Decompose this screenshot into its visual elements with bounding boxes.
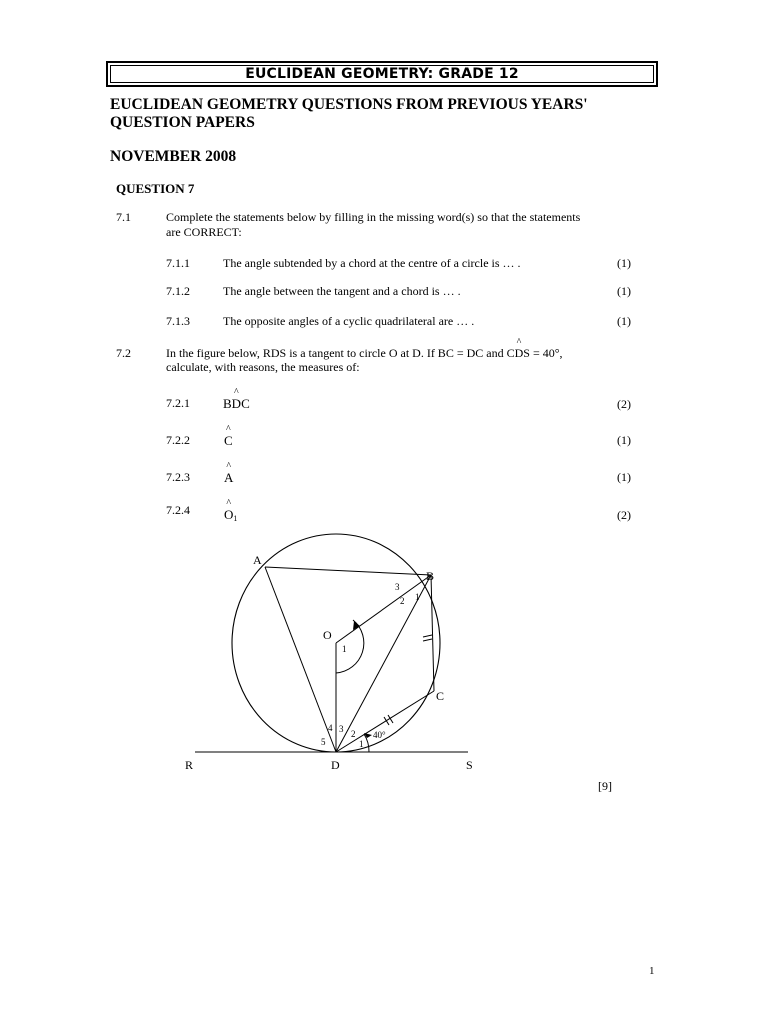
q722-angle: ^ C [224, 433, 233, 449]
heading-line-2: QUESTION PAPERS [110, 114, 255, 131]
angle-b3: 3 [395, 582, 400, 592]
q721-angle: B^ DC [223, 396, 250, 412]
document-header-title: EUCLIDEAN GEOMETRY: GRADE 12 [245, 66, 519, 82]
chord-cd [336, 691, 434, 752]
label-d: D [331, 758, 340, 772]
label-o: O [323, 628, 332, 642]
q721-marks: (2) [617, 397, 631, 411]
page-number: 1 [649, 965, 655, 977]
label-r: R [185, 758, 194, 772]
q713-number: 7.1.3 [166, 314, 190, 328]
angle-d2: 2 [351, 729, 356, 739]
angle-b1: 1 [415, 592, 420, 602]
angle-d1: 1 [359, 739, 364, 749]
q712-text: The angle between the tangent and a chord is … . [223, 284, 461, 298]
q71-number: 7.1 [116, 210, 131, 224]
label-c: C [436, 689, 445, 703]
q72-text-line-2: calculate, with reasons, the measures of: [166, 360, 360, 374]
angle-d3: 3 [339, 724, 344, 734]
chord-bc [431, 575, 434, 691]
label-b: B [426, 569, 435, 583]
q72-text-line-1: In the figure below, RDS is a tangent to circle O at D. If BC = DC and C^ DS = 40°, [166, 346, 563, 361]
q721-number: 7.2.1 [166, 396, 190, 410]
q722-number: 7.2.2 [166, 433, 190, 447]
q713-marks: (1) [617, 314, 631, 328]
chord-ab [265, 567, 431, 575]
equal-marks-cd [384, 715, 393, 725]
equal-marks-bc [423, 635, 432, 641]
q713-text: The opposite angles of a cyclic quadrilateral are … . [223, 314, 475, 328]
label-s: S [466, 758, 473, 772]
label-a: A [253, 553, 262, 567]
angle-value-40: 40° [373, 730, 386, 740]
radius-ob [336, 575, 431, 643]
q722-marks: (1) [617, 433, 631, 447]
q71-text-line-2: are CORRECT: [166, 225, 242, 239]
q724-marks: (2) [617, 508, 631, 522]
q711-text: The angle subtended by a chord at the centre of a circle is … . [223, 256, 521, 270]
chord-da [265, 567, 336, 752]
angle-hat-letter: ^ D [515, 346, 524, 361]
angle-d5: 5 [321, 737, 326, 747]
q723-marks: (1) [617, 470, 631, 484]
angle-b2: 2 [400, 596, 405, 606]
angle-arc-o1 [336, 620, 364, 673]
q71-text-line-1: Complete the statements below by filling in the missing word(s) so that the statements [166, 210, 581, 224]
total-marks: [9] [598, 779, 612, 793]
q724-angle: ^ O1 [224, 507, 237, 523]
q712-number: 7.1.2 [166, 284, 190, 298]
q724-number: 7.2.4 [166, 503, 190, 517]
q723-number: 7.2.3 [166, 470, 190, 484]
session-heading: NOVEMBER 2008 [110, 148, 237, 165]
q712-marks: (1) [617, 284, 631, 298]
question-label: QUESTION 7 [116, 181, 195, 196]
angle-o1: 1 [342, 644, 347, 654]
heading-line-1: EUCLIDEAN GEOMETRY QUESTIONS FROM PREVIOUS YEARS' [110, 96, 588, 113]
angle-d4: 4 [328, 723, 333, 733]
q723-angle: ^ A [224, 470, 233, 486]
q711-number: 7.1.1 [166, 256, 190, 270]
q72-number: 7.2 [116, 346, 131, 360]
q711-marks: (1) [617, 256, 631, 270]
